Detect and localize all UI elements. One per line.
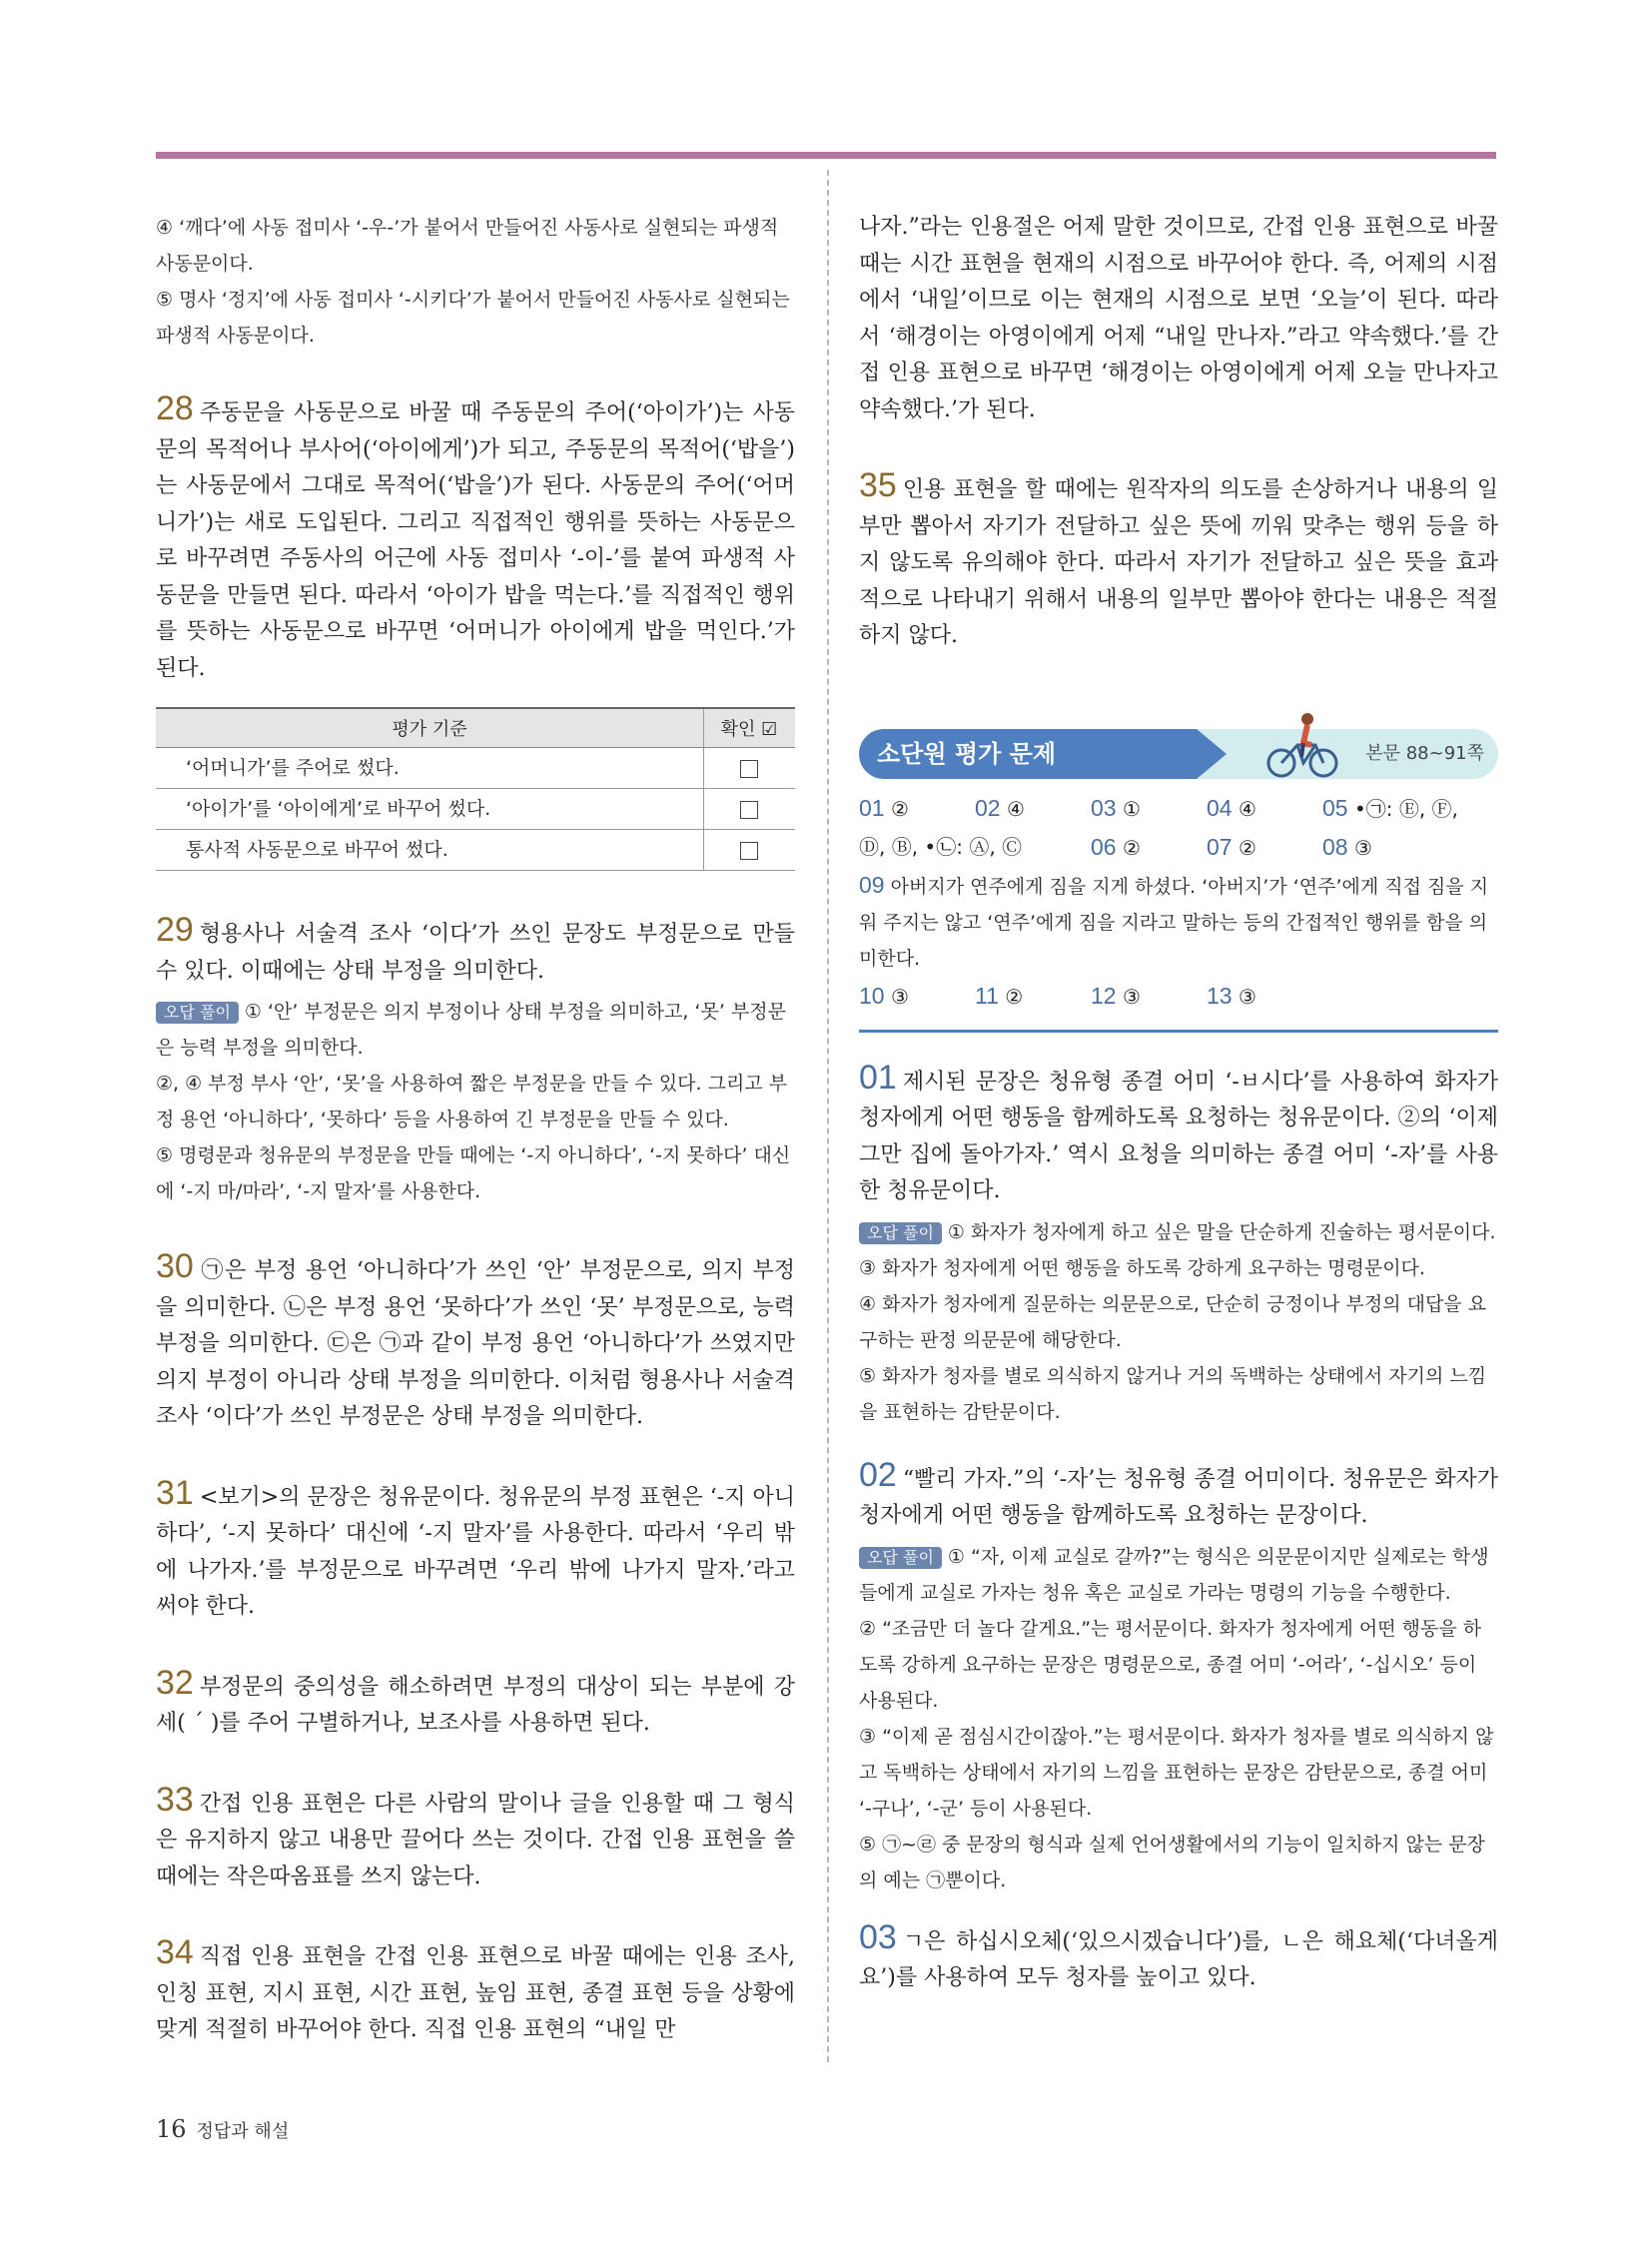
- q27-explanation-continued: [156, 210, 795, 354]
- answer-number: 09: [859, 871, 885, 898]
- q30-explanation: [156, 1247, 795, 1436]
- answer-value: ③: [1353, 835, 1372, 860]
- question-number: 33: [156, 1780, 194, 1819]
- checkbox-cell: [704, 789, 796, 830]
- question-number: 03: [859, 1917, 897, 1956]
- q29-explanation: [156, 911, 795, 990]
- e02-wrong-answers: [859, 1539, 1498, 1898]
- wrong-answer-line: ① 화자가 청자에게 하고 싶은 말을 단순하게 진술하는 평서문이다.: [947, 1220, 1496, 1243]
- explanation-text: ㄱ은 하십시오체(‘있으시겠습니다’)를, ㄴ은 해요체(‘다녀올게요’)를 사용하여 모두 청자를 높이고 있다.: [859, 1928, 1498, 1990]
- q34-explanation-continued: [859, 210, 1498, 428]
- answer-value: ②: [1238, 835, 1256, 860]
- answer-number: 08: [1322, 833, 1348, 860]
- wrong-answer-line: ②, ④ 부정 부사 ‘안’, ‘못’을 사용하여 짧은 부정문을 만들 수 있다. 그리고 부정 용언 ‘아니하다’, ‘못하다’ 등을 사용하여 긴 부정문을 만들 수 있다.: [156, 1073, 788, 1130]
- checkbox-icon[interactable]: [740, 842, 758, 860]
- answer-number: 06: [1091, 833, 1117, 860]
- answer-number: 02: [975, 794, 1001, 821]
- answer-value: ②: [1005, 984, 1024, 1009]
- question-number: 32: [156, 1663, 194, 1702]
- check-header: 확인 ☑: [704, 708, 796, 748]
- explanation-text: 나자.”라는 인용절은 어제 말한 것이므로, 간접 인용 표현으로 바꿀 때는 시간 표현을 현재의 시점으로 바꾸어야 한다. 즉, 어제의 시점에서 ‘내일’이므로 이는 현재의 시점으로 보면 ‘오늘’이 된다. 따라서 ‘해경이는 아영이에게 어제 “내일 만나자.”라고 약속했다.’를 간접 인용 표현으로 바꾸면 ‘해경이는 아영이에게 어제 오늘 만나자고 약속했다.’가 된다.: [859, 215, 1498, 422]
- wrong-answer-line: ① ‘안’ 부정문은 의지 부정이나 상태 부정을 의미하고, ‘못’ 부정문은 능력 부정을 의미한다.: [156, 1001, 787, 1059]
- evaluation-criteria-table: [156, 707, 795, 871]
- right-column: [859, 210, 1498, 1997]
- q33-explanation: [156, 1780, 795, 1896]
- answer-number: 07: [1207, 833, 1233, 860]
- left-column: [156, 210, 795, 2049]
- unit-evaluation-banner: [859, 719, 1498, 779]
- question-number: 29: [156, 911, 194, 949]
- wrong-answer-line: ⑤ ㉠~㉣ 중 문장의 형식과 실제 언어생활에서의 기능이 일치하지 않는 문장의 예는 ㉠뿐이다.: [859, 1833, 1485, 1891]
- q31-explanation: [156, 1473, 795, 1626]
- question-number: 02: [859, 1455, 897, 1494]
- checkbox-icon[interactable]: [740, 760, 758, 778]
- answer-number: 13: [1207, 982, 1233, 1009]
- answer-number: 04: [1207, 794, 1233, 821]
- checkbox-icon[interactable]: [740, 801, 758, 819]
- unit-title: 소단원 평가 문제: [859, 729, 1197, 779]
- explanation-text: 인용 표현을 할 때에는 원작자의 의도를 손상하거나 내용의 일부만 뽑아서 자기가 전달하고 싶은 뜻에 끼워 맞추는 행위 등을 하지 않도록 유의해야 한다. 따라서 자기가 전달하고 싶은 뜻을 효과적으로 나타내기 위해서 내용의 일부만 뽑아야 한다는 내용은 적절하지 않다.: [859, 477, 1498, 648]
- answer-number: 10: [859, 982, 885, 1009]
- explanation-text: 간접 인용 표현은 다른 사람의 말이나 글을 인용할 때 그 형식은 유지하지 않고 내용만 끌어다 쓰는 것이다. 간접 인용 표현을 쓸 때에는 작은따옴표를 쓰지 않는다.: [156, 1791, 795, 1889]
- explanation-line: ④ ‘깨다’에 사동 접미사 ‘-우-’가 붙어서 만들어진 사동사로 실현되는 파생적 사동문이다.: [156, 217, 779, 275]
- answer-value: ③: [1238, 984, 1256, 1009]
- table-row: [156, 789, 795, 830]
- table-row: [156, 748, 795, 789]
- table-row: [156, 830, 795, 871]
- explanation-text: 주동문을 사동문으로 바꿀 때 주동문의 주어(‘아이가’)는 사동문의 목적어나 부사어(‘아이에게’)가 되고, 주동문의 목적어(‘밥을’)는 사동문에서 그대로 목적어(‘밥을’)가 된다. 사동문의 주어(‘어머니가’)는 새로 도입된다. 그리고 직접적인 행위를 뜻하는 사동문으로 바꾸려면 주동사의 어근에 사동 접미사 ‘-이-’를 붙여 파생적 사동문을 만들면 된다. 따라서 ‘아이가 밥을 먹는다.’를 직접적인 행위를 뜻하는 사동문으로 바꾸면 ‘어머니가 아이에게 밥을 먹인다.’가 된다.: [156, 400, 795, 681]
- column-divider: [827, 170, 829, 2062]
- wrong-answer-tag: 오답 풀이: [859, 1222, 942, 1244]
- question-number: 34: [156, 1933, 194, 1971]
- checkbox-cell: [704, 748, 796, 789]
- wrong-answer-line: ③ “이제 곧 점심시간이잖아.”는 평서문이다. 화자가 청자를 별로 의식하지 않고 독백하는 상태에서 자기의 느낌을 표현하는 문장은 감탄문으로, 종결 어미 ‘-구나’, ‘-군’ 등이 사용된다.: [859, 1725, 1494, 1820]
- wrong-answer-line: ① “자, 이제 교실로 갈까?”는 형식은 의문문이지만 실제로는 학생들에게 교실로 가자는 청유 혹은 교실로 가라는 명령의 기능을 수행한다.: [859, 1545, 1489, 1604]
- q29-wrong-answers: [156, 994, 795, 1209]
- checkbox-cell: [704, 830, 796, 871]
- e01-wrong-answers: [859, 1214, 1498, 1430]
- question-number: 28: [156, 389, 194, 427]
- question-number: 31: [156, 1473, 194, 1512]
- wrong-answer-line: ⑤ 화자가 청자를 별로 의식하지 않거나 거의 독백하는 상태에서 자기의 느낌을 표현하는 감탄문이다.: [859, 1364, 1487, 1423]
- q32-explanation: [156, 1663, 795, 1743]
- wrong-answer-tag: 오답 풀이: [156, 1002, 239, 1024]
- answer-row: [859, 977, 1498, 1016]
- explanation-line: ⑤ 명사 ‘정지’에 사동 접미사 ‘-시키다’가 붙어서 만들어진 사동사로 실현되는 파생적 사동문이다.: [156, 289, 790, 347]
- answer-row: [859, 828, 1498, 867]
- answer-row: [859, 789, 1498, 828]
- question-number: 35: [859, 466, 897, 504]
- question-number: 30: [156, 1247, 194, 1285]
- answer-value: ④: [1006, 796, 1025, 821]
- e01-explanation: [859, 1058, 1498, 1210]
- q35-explanation: [859, 466, 1498, 655]
- explanation-text: 형용사나 서술격 조사 ‘이다’가 쓰인 문장도 부정문으로 만들 수 있다. 이때에는 상태 부정을 의미한다.: [156, 922, 795, 984]
- criteria-cell: ‘어머니가’를 주어로 썼다.: [156, 748, 704, 789]
- wrong-answer-line: ② “조금만 더 놀다 갈게요.”는 평서문이다. 화자가 청자에게 어떤 행동을 하도록 강하게 요구하는 문장은 명령문으로, 종결 어미 ‘-어라’, ‘-십시오’ 등이 사용된다.: [859, 1617, 1482, 1712]
- page-footer: [156, 2115, 289, 2143]
- answer-number: 12: [1091, 982, 1117, 1009]
- wrong-answer-line: ⑤ 명령문과 청유문의 부정문을 만들 때에는 ‘-지 아니하다’, ‘-지 못하다’ 대신에 ‘-지 마/마라’, ‘-지 말자’를 사용한다.: [156, 1144, 791, 1202]
- answer-value: •㉠: Ⓔ, Ⓕ,: [1353, 796, 1458, 821]
- answer-number: 01: [859, 794, 885, 821]
- question-number: 01: [859, 1058, 897, 1097]
- explanation-text: “빨리 가자.”의 ‘-자’는 청유형 종결 어미이다. 청유문은 화자가 청자에게 어떤 행동을 함께하도록 요청하는 문장이다.: [859, 1466, 1498, 1528]
- top-accent-bar: [156, 152, 1496, 159]
- criteria-cell: ‘아이가’를 ‘아이에게’로 바꾸어 썼다.: [156, 789, 704, 830]
- answer-value: ③: [1122, 984, 1141, 1009]
- explanation-text: <보기>의 문장은 청유문이다. 청유문의 부정 표현은 ‘-지 아니하다’, ‘-지 못하다’ 대신에 ‘-지 말자’를 사용한다. 따라서 ‘우리 밖에 나가자.’를 부정문으로 바꾸려면 ‘우리 밖에 나가지 말자.’라고 써야 한다.: [156, 1484, 795, 1619]
- answer-key: [859, 789, 1498, 1033]
- explanation-text: 부정문의 중의성을 해소하려면 부정의 대상이 되는 부분에 강세( ˊ )를 주어 구별하거나, 보조사를 사용하면 된다.: [156, 1674, 795, 1736]
- answer-number: 03: [1091, 794, 1117, 821]
- criteria-cell: 통사적 사동문으로 바꾸어 썼다.: [156, 830, 704, 871]
- answer-value: ②: [1122, 835, 1141, 860]
- e02-explanation: [859, 1455, 1498, 1535]
- explanation-text: ㉠은 부정 용언 ‘아니하다’가 쓰인 ‘안’ 부정문으로, 의지 부정을 의미한다. ㉡은 부정 용언 ‘못하다’가 쓰인 ‘못’ 부정문으로, 능력 부정을 의미한다. ㉢은 ㉠과 같이 부정 용언 ‘아니하다’가 쓰였지만 의지 부정이 아니라 상태 부정을 의미한다. 이처럼 형용사나 서술격 조사 ‘이다’가 쓰인 부정문은 상태 부정을 의미한다.: [156, 1258, 795, 1429]
- wrong-answer-line: ④ 화자가 청자에게 질문하는 의문문으로, 단순히 긍정이나 부정의 대답을 요구하는 판정 의문문에 해당한다.: [859, 1292, 1487, 1351]
- answer-value: ③: [890, 984, 909, 1009]
- e03-explanation: [859, 1917, 1498, 1997]
- answer-number: 05: [1322, 794, 1348, 821]
- footer-label: 정답과 해설: [196, 2121, 290, 2142]
- wrong-answer-tag: 오답 풀이: [859, 1547, 942, 1569]
- answer-value: Ⓓ, Ⓑ, •㉡: Ⓐ, Ⓒ: [859, 834, 1023, 859]
- explanation-text: 직접 인용 표현을 간접 인용 표현으로 바꿀 때에는 인용 조사, 인칭 표현, 지시 표현, 시간 표현, 높임 표현, 종결 표현 등을 상황에 맞게 적절히 바꾸어야 한다. 직접 인용 표현의 “내일 만: [156, 1944, 795, 2042]
- q34-explanation: [156, 1933, 795, 2049]
- cyclist-icon: [1263, 709, 1343, 779]
- explanation-text: 제시된 문장은 청유형 종결 어미 ‘-ㅂ시다’를 사용하여 화자가 청자에게 어떤 행동을 함께하도록 요청하는 청유문이다. ②의 ‘이제 그만 집에 돌아가자.’ 역시 요청을 의미하는 종결 어미 ‘-자’를 사용한 청유문이다.: [859, 1069, 1498, 1203]
- unit-page-range: 본문 88~91쪽: [1365, 742, 1484, 764]
- answer-value: ④: [1238, 796, 1256, 821]
- q28-explanation: [156, 389, 795, 687]
- answer-number: 11: [975, 982, 999, 1009]
- wrong-answer-line: ③ 화자가 청자에게 어떤 행동을 하도록 강하게 요구하는 명령문이다.: [859, 1256, 1425, 1279]
- answer-value: ②: [890, 796, 909, 821]
- page-number: 16: [156, 2115, 187, 2143]
- criteria-header: 평가 기준: [156, 708, 704, 748]
- answer-value: 아버지가 연주에게 짐을 지게 하셨다. ‘아버지’가 ‘연주’에게 직접 짐을 지워 주지는 않고 ‘연주’에게 짐을 지라고 말하는 등의 간접적인 행위를 함을 의미한다.: [859, 875, 1489, 970]
- answer-value: ①: [1122, 796, 1141, 821]
